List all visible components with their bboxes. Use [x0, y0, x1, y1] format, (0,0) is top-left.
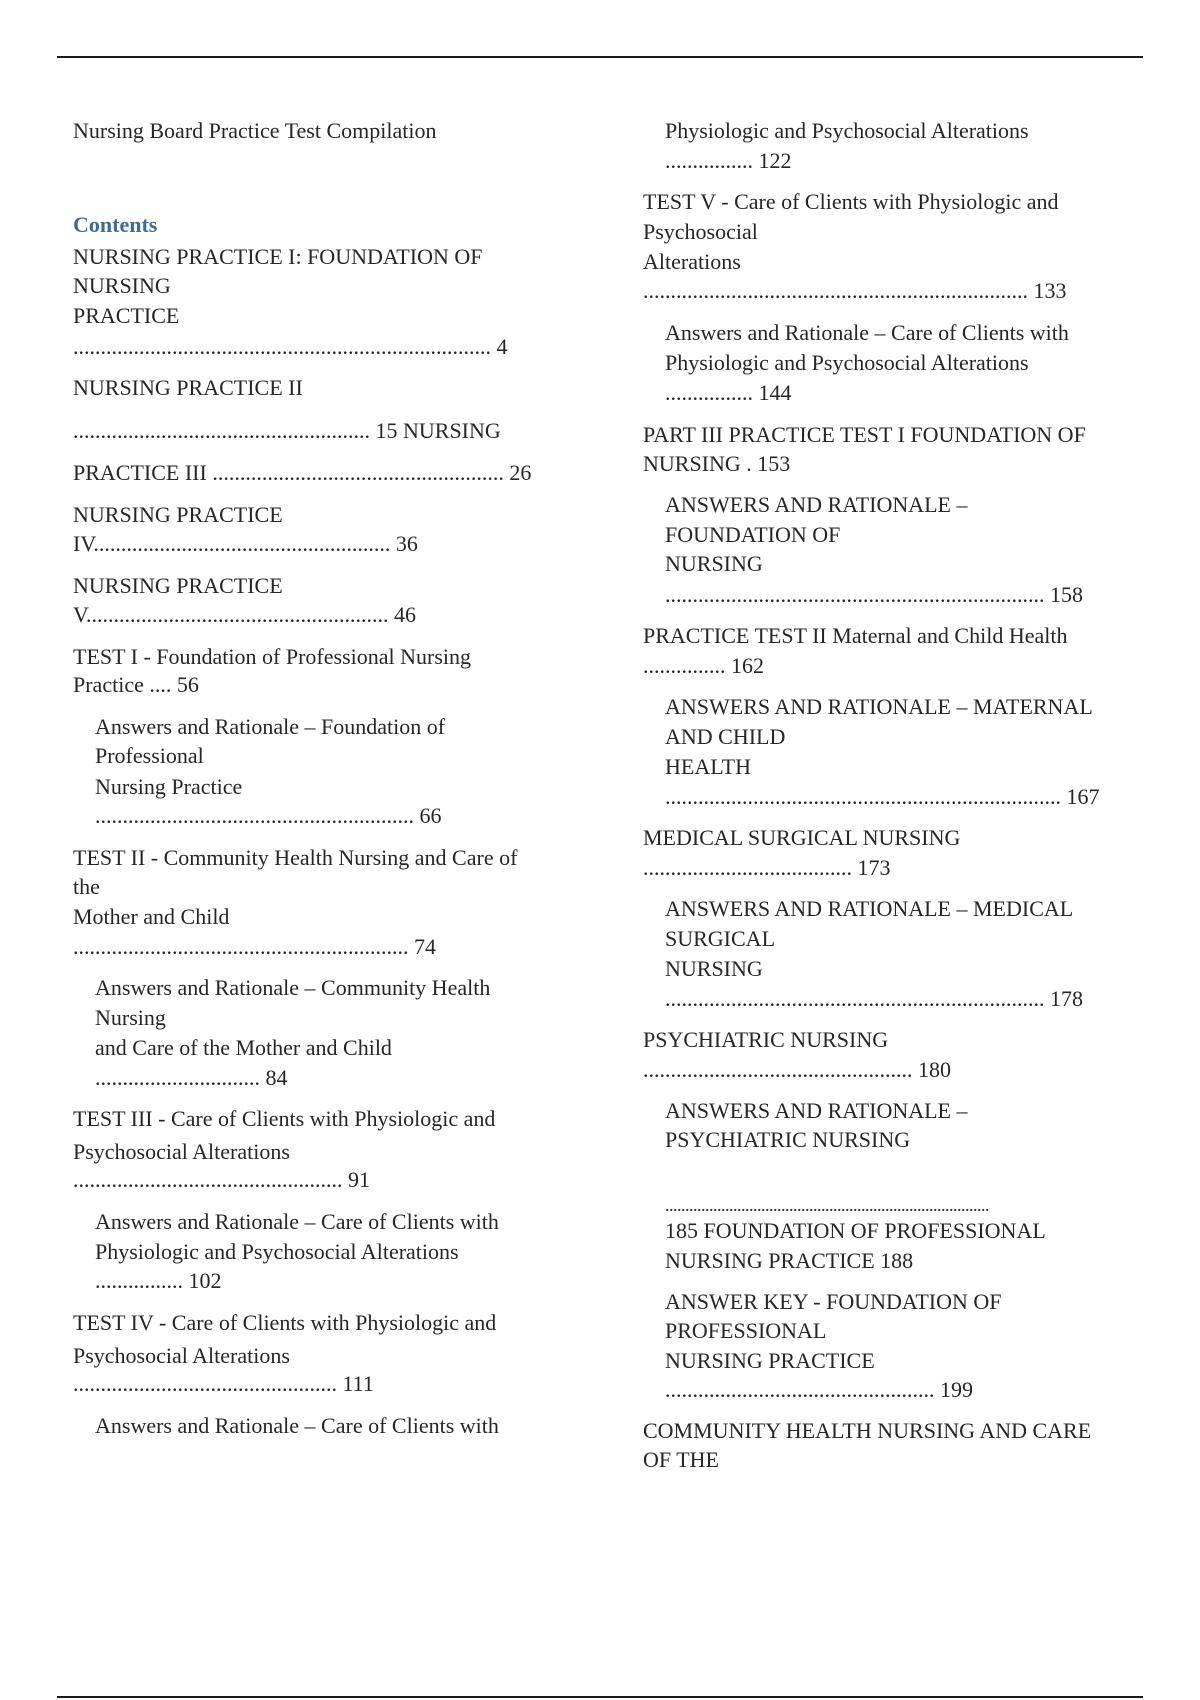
toc-line[interactable]: PART III PRACTICE TEST I FOUNDATION OF [643, 422, 1086, 447]
toc-line[interactable]: V....................................................... 46 [73, 602, 417, 627]
toc-line[interactable]: ................................................................................. [665, 1195, 989, 1215]
toc-line[interactable]: Mother and Child [73, 904, 230, 929]
toc-line[interactable]: ANSWERS AND RATIONALE – MEDICAL [665, 896, 1074, 921]
toc-line[interactable]: ..................................................................... 178 [665, 986, 1083, 1011]
toc-line[interactable]: ANSWER KEY - FOUNDATION OF [665, 1289, 1002, 1314]
toc-line[interactable]: TEST II - Community Health Nursing and Care of [73, 845, 518, 870]
toc-line[interactable]: ............................................................. 74 [73, 934, 436, 959]
toc-line[interactable]: Nursing Practice [95, 774, 243, 799]
toc-line[interactable]: NURSING [73, 273, 171, 298]
toc-line[interactable]: OF THE [643, 1447, 719, 1472]
toc-line[interactable]: Psychosocial Alterations [73, 1139, 290, 1164]
toc-line[interactable]: Physiologic and Psychosocial Alterations [95, 1239, 459, 1264]
toc-line[interactable]: PRACTICE [73, 303, 180, 328]
toc-line[interactable]: .......................................................... 66 [95, 803, 442, 828]
toc-line[interactable]: TEST I - Foundation of Professional Nursing [73, 644, 472, 669]
bottom-rule [57, 1696, 1143, 1698]
toc-line[interactable]: Answers and Rationale – Foundation of [95, 714, 446, 739]
toc-line[interactable]: PSYCHIATRIC NURSING [643, 1027, 889, 1052]
toc-line[interactable]: MEDICAL SURGICAL NURSING [643, 825, 961, 850]
toc-line[interactable]: ................ 144 [665, 380, 792, 405]
toc-line[interactable]: ................................................ 111 [73, 1371, 374, 1396]
toc-line[interactable]: ................................................. 91 [73, 1167, 370, 1192]
toc-line[interactable]: Physiologic and Psychosocial Alterations [665, 118, 1029, 143]
toc-line[interactable]: ...................................................... 15 NURSING [73, 418, 501, 443]
toc-line[interactable]: PRACTICE TEST II Maternal and Child Health [643, 623, 1068, 648]
toc-line[interactable]: Answers and Rationale – Care of Clients with [95, 1413, 499, 1438]
toc-line[interactable]: NURSING [665, 956, 763, 981]
toc-line[interactable]: ...................................................................... 133 [643, 278, 1067, 303]
toc-line[interactable]: FOUNDATION OF [665, 522, 841, 547]
toc-line[interactable]: ................................................. 180 [643, 1057, 951, 1082]
toc-line[interactable]: Psychosocial Alterations [73, 1343, 290, 1368]
toc-line[interactable]: Physiologic and Psychosocial Alterations [665, 350, 1029, 375]
toc-line[interactable]: ..................................................................... 158 [665, 582, 1083, 607]
toc-line[interactable]: ...................................... 173 [643, 855, 891, 880]
toc-line[interactable]: PRACTICE III ..................................................... 26 [73, 460, 532, 485]
toc-line[interactable]: ........................................................................ 167 [665, 784, 1100, 809]
toc-line[interactable]: NURSING . 153 [643, 451, 791, 476]
toc-line[interactable]: TEST III - Care of Clients with Physiologic and [73, 1106, 496, 1131]
toc-line[interactable]: NURSING [665, 551, 763, 576]
toc-line[interactable]: ANSWERS AND RATIONALE – MATERNAL [665, 694, 1093, 719]
toc-line[interactable]: IV...................................................... 36 [73, 531, 418, 556]
toc-line[interactable]: Answers and Rationale – Community Health [95, 975, 491, 1000]
top-rule [57, 56, 1143, 58]
contents-heading: Contents [73, 212, 158, 237]
toc-line[interactable]: NURSING PRACTICE [73, 573, 283, 598]
toc-line[interactable]: Psychosocial [643, 219, 758, 244]
toc-line[interactable]: NURSING PRACTICE 188 [665, 1248, 914, 1273]
toc-line[interactable]: PSYCHIATRIC NURSING [665, 1127, 911, 1152]
toc-line[interactable]: NURSING PRACTICE II [73, 375, 303, 400]
toc-line[interactable]: NURSING PRACTICE I: FOUNDATION OF [73, 244, 483, 269]
toc-line[interactable]: Professional [95, 743, 204, 768]
toc-line[interactable]: ANSWERS AND RATIONALE – [665, 492, 968, 517]
toc-line[interactable]: the [73, 874, 100, 899]
toc-line[interactable]: NURSING PRACTICE [73, 502, 283, 527]
toc-line[interactable]: SURGICAL [665, 926, 776, 951]
toc-line[interactable]: .............................. 84 [95, 1065, 288, 1090]
toc-line[interactable]: ................ 102 [95, 1268, 222, 1293]
toc-line[interactable]: COMMUNITY HEALTH NURSING AND CARE [643, 1418, 1092, 1443]
toc-line[interactable]: NURSING PRACTICE [665, 1348, 875, 1373]
toc-line[interactable]: HEALTH [665, 754, 751, 779]
toc-line[interactable]: ................................................. 199 [665, 1377, 973, 1402]
toc-line[interactable]: PROFESSIONAL [665, 1318, 827, 1343]
toc-line[interactable]: ANSWERS AND RATIONALE – [665, 1098, 968, 1123]
toc-line[interactable]: ............... 162 [643, 653, 764, 678]
toc-line[interactable]: Answers and Rationale – Care of Clients with [665, 320, 1069, 345]
toc-line[interactable]: ............................................................................ 4 [73, 334, 508, 359]
toc-line[interactable]: TEST V - Care of Clients with Physiologic and [643, 189, 1059, 214]
toc-line[interactable]: ................ 122 [665, 148, 792, 173]
toc-line[interactable]: Alterations [643, 249, 741, 274]
toc-line[interactable]: and Care of the Mother and Child [95, 1035, 392, 1060]
toc-line[interactable]: AND CHILD [665, 724, 786, 749]
toc-line[interactable]: Nursing [95, 1005, 166, 1030]
toc-line[interactable]: 185 FOUNDATION OF PROFESSIONAL [665, 1218, 1046, 1243]
toc-line[interactable]: Practice .... 56 [73, 672, 199, 697]
toc-line[interactable]: Answers and Rationale – Care of Clients with [95, 1209, 499, 1234]
toc-line[interactable]: TEST IV - Care of Clients with Physiologic and [73, 1310, 497, 1335]
document-title: Nursing Board Practice Test Compilation [73, 118, 437, 143]
